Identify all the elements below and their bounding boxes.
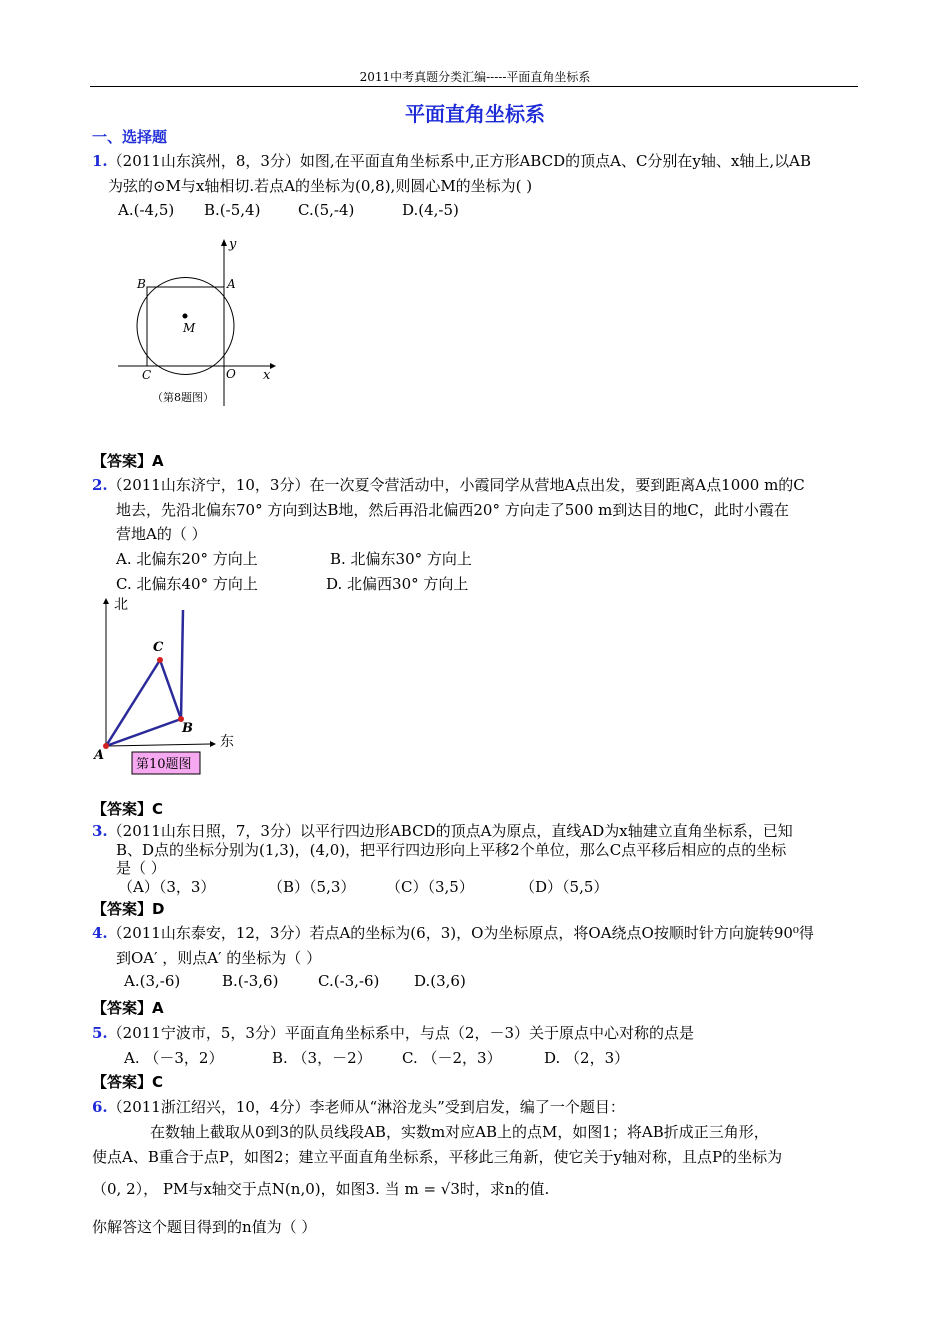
q2-answer: 【答案】C xyxy=(92,800,164,818)
q5-option-d: D. （2，3） xyxy=(544,1049,630,1067)
q5-line1 xyxy=(92,1022,694,1043)
q1-option-c: C.(5,-4) xyxy=(298,201,355,219)
q2-fig-a-label: A xyxy=(94,748,105,763)
q1-fig-caption: （第8题图） xyxy=(152,391,214,404)
q3-line1 xyxy=(92,820,793,841)
q4-option-d: D.(3,6) xyxy=(414,972,466,990)
q1-fig-x-label: x xyxy=(263,368,271,383)
q1-fig-m-label: M xyxy=(183,321,196,335)
q3-line2: B、D点的坐标分别为(1,3)，(4,0)，把平行四边形向上平移2个单位，那么C点平移后相应的点的坐标 xyxy=(116,841,787,859)
q1-option-a: A.(-4,5) xyxy=(118,201,175,219)
q3-option-a: （A）（3，3） xyxy=(118,878,216,896)
q4-text1: （2011山东泰安，12，3分）若点A的坐标为(6，3)，O为坐标原点，将OA绕点O按顺时针方向旋转90⁰得 xyxy=(107,924,814,942)
q3-option-b: （B）（5,3） xyxy=(268,878,356,896)
q2-fig-north-label: 北 xyxy=(114,597,128,613)
q4-option-c: C.(-3,-6) xyxy=(318,972,380,990)
q1-line1 xyxy=(92,150,811,171)
q2-line1 xyxy=(92,474,805,495)
q3-answer: 【答案】D xyxy=(92,900,165,918)
q2-fig-c-label: C xyxy=(153,640,164,655)
page-header: 2011中考真题分类汇编-----平面直角坐标系 xyxy=(359,70,591,84)
q2-option-b: B. 北偏东30° 方向上 xyxy=(330,550,472,568)
q3-number: 3. xyxy=(92,822,108,840)
q1-option-d: D.(4,-5) xyxy=(402,201,459,219)
q1-number: 1. xyxy=(92,152,108,170)
q1-figure xyxy=(110,236,280,412)
q4-line1 xyxy=(92,922,814,943)
q2-figure xyxy=(88,594,248,778)
q4-option-b: B.(-3,6) xyxy=(222,972,279,990)
q2-fig-b-label: B xyxy=(182,721,193,736)
q6-text1: （2011浙江绍兴，10，4分）李老师从“淋浴龙头”受到启发，编了一个题目： xyxy=(107,1098,625,1116)
q2-line2: 地去，先沿北偏东70° 方向到达B地，然后再沿北偏西20° 方向走了500 m到达目的地C，此时小霞在 xyxy=(116,501,789,519)
q1-fig-b-label: B xyxy=(137,277,146,291)
q4-answer: 【答案】A xyxy=(92,999,164,1017)
q2-number: 2. xyxy=(92,476,108,494)
q6-line2: 在数轴上截取从0到3的队员线段AB，实数m对应AB上的点M，如图1；将AB折成正三角形， xyxy=(150,1123,769,1141)
q4-line2: 到OA′ ，则点A′ 的坐标为（ ） xyxy=(116,949,322,967)
q1-fig-o-label: O xyxy=(226,367,236,381)
q5-text1: （2011宁波市，5，3分）平面直角坐标系中，与点（2，－3）关于原点中心对称的点是 xyxy=(107,1024,695,1042)
q1-text1: （2011山东滨州，8，3分）如图,在平面直角坐标系中,正方形ABCD的顶点A、C分别在y轴、x轴上,以AB xyxy=(107,152,811,170)
q2-option-c: C. 北偏东40° 方向上 xyxy=(116,575,258,593)
q5-option-b: B. （3，－2） xyxy=(272,1049,372,1067)
q5-option-a: A. （－3，2） xyxy=(124,1049,224,1067)
section-heading: 一、选择题 xyxy=(92,128,168,146)
q2-option-a: A. 北偏东20° 方向上 xyxy=(116,550,258,568)
q2-fig-caption: 第10题图 xyxy=(136,757,192,772)
header-rule xyxy=(90,86,858,87)
q2-fig-east-label: 东 xyxy=(220,734,234,750)
q6-line5: 你解答这个题目得到的n值为（ ） xyxy=(92,1218,317,1236)
q6-line1 xyxy=(92,1096,625,1117)
q3-text1: （2011山东日照，7，3分）以平行四边形ABCD的顶点A为原点，直线AD为x轴建立直角坐标系，已知 xyxy=(107,822,793,840)
q5-number: 5. xyxy=(92,1024,108,1042)
q6-line4: （0, 2）， PM与x轴交于点N(n,0)，如图3. 当 m = √3时，求n的值. xyxy=(92,1180,550,1198)
q5-answer: 【答案】C xyxy=(92,1073,164,1091)
q4-number: 4. xyxy=(92,924,108,942)
q3-line3: 是（ ） xyxy=(116,859,166,877)
q6-line3: 使点A、B重合于点P，如图2；建立平面直角坐标系，平移此三角新，使它关于y轴对称，且点P的坐标为 xyxy=(92,1148,783,1166)
q2-option-d: D. 北偏西30° 方向上 xyxy=(326,575,469,593)
q5-option-c: C. （－2，3） xyxy=(402,1049,502,1067)
q1-fig-y-label: y xyxy=(229,237,237,252)
q1-option-b: B.(-5,4) xyxy=(204,201,261,219)
q3-option-d: （D）（5,5） xyxy=(520,878,609,896)
page-title: 平面直角坐标系 xyxy=(405,102,545,126)
q2-text1: （2011山东济宁，10，3分）在一次夏令营活动中，小霞同学从营地A点出发，要到距离A点1000 m的C xyxy=(107,476,805,494)
q1-fig-a-label: A xyxy=(227,277,236,291)
q2-line3: 营地A的（ ） xyxy=(116,525,207,543)
q1-line2: 为弦的⊙M与x轴相切.若点A的坐标为(0,8),则圆心M的坐标为( ) xyxy=(108,177,533,195)
q1-fig-c-label: C xyxy=(142,368,152,382)
q6-number: 6. xyxy=(92,1098,108,1116)
q3-option-c: （C）（3,5） xyxy=(386,878,474,896)
q1-answer: 【答案】A xyxy=(92,452,164,470)
q4-option-a: A.(3,-6) xyxy=(124,972,181,990)
